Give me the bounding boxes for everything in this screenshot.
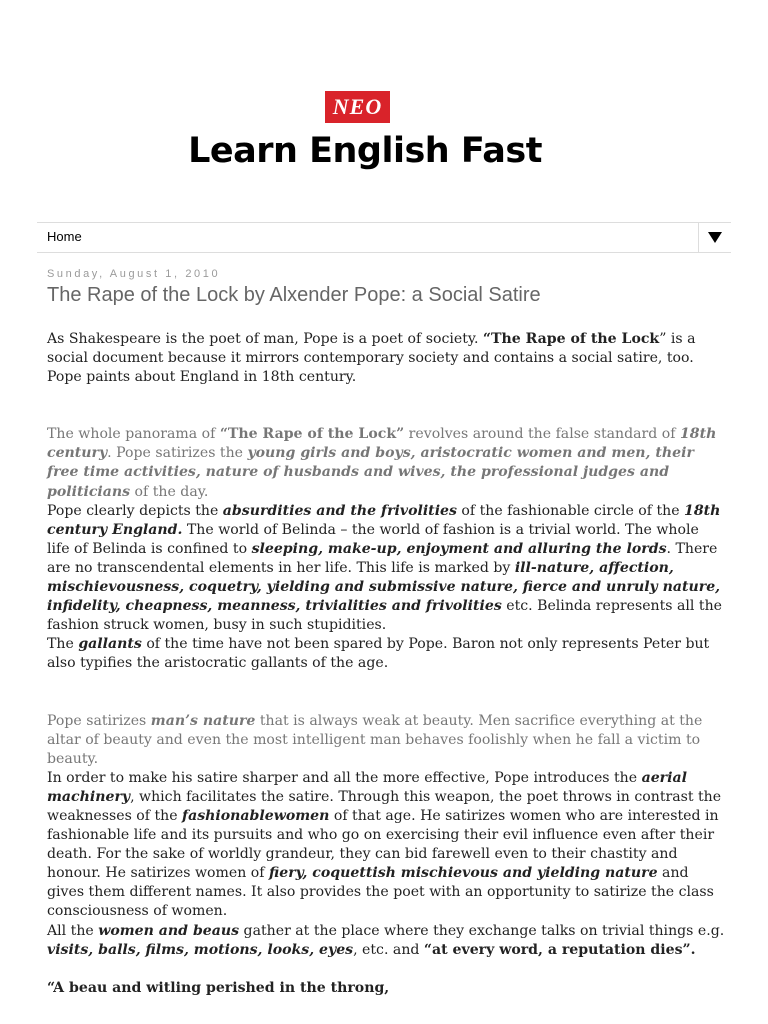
bold-text: “The Rape of the Lock” xyxy=(219,426,405,443)
text: Pope satirizes xyxy=(47,712,151,729)
bold-italic-text: gallants xyxy=(78,636,142,653)
bold-text: “A beau and witling perished in the throng, xyxy=(47,979,390,996)
bold-text: “at every word, a reputation dies”. xyxy=(423,941,696,958)
text: , which facilitates the satire. Through this weapon, the poet throws in contrast the weaknesses of the xyxy=(47,788,722,824)
text: The world of Belinda – the world of fashion is a trivial world. The whole life of Belinda is confined to xyxy=(47,521,699,557)
text: revolves around the false standard of xyxy=(404,426,680,443)
paragraph-gallants xyxy=(47,635,725,673)
bold-italic-text: aerial machinery xyxy=(47,769,687,805)
paragraph-mans-nature xyxy=(47,712,725,769)
text: The whole panorama of xyxy=(47,426,220,443)
text: of the time have not been spared by Pope. Baron not only represents Peter but also typifies the aristocratic gallants of the age. xyxy=(47,636,710,672)
bold-italic-text: visits, balls, films, motions, looks, eyes xyxy=(47,941,354,958)
bold-italic-text: sleeping, make-up, enjoyment and alluring the lords xyxy=(251,540,667,557)
post-date: Sunday, August 1, 2010 xyxy=(47,268,221,280)
text: . Pope satirizes the xyxy=(107,445,248,462)
nav-home-link[interactable]: Home xyxy=(47,229,82,244)
bold-italic-text: women and beaus xyxy=(98,922,240,939)
bold-italic-text: young girls and boys, aristocratic women and men, their free time activities, nature of husbands and wives, the professional judges and politicians xyxy=(47,445,694,500)
text: of the fashionable circle of the xyxy=(456,502,685,519)
site-title[interactable]: Learn English Fast xyxy=(188,131,542,171)
text: etc. Belinda represents all the fashion struck women, busy in such stupidities. xyxy=(47,598,722,634)
paragraph-women-beaus xyxy=(47,922,725,960)
paragraph-belinda xyxy=(47,502,725,636)
text: of the day. xyxy=(130,483,209,500)
nav-menu-toggle[interactable] xyxy=(698,223,731,252)
text: and gives them different names. It also provides the poet with an opportunity to satirize the class consciousness of women. xyxy=(47,865,714,920)
logo-text: NEO xyxy=(332,94,383,119)
bold-italic-text: 18th century xyxy=(47,426,717,462)
bold-italic-text: man’s nature xyxy=(150,712,256,729)
nav-bar xyxy=(37,222,731,253)
post-title[interactable]: The Rape of the Lock by Alxender Pope: a Social Satire xyxy=(47,284,541,306)
post-body xyxy=(47,330,725,998)
blog-header xyxy=(0,0,768,222)
text: , etc. and xyxy=(353,941,424,958)
paragraph-quote xyxy=(47,979,725,998)
text: . There are no transcendental elements in her life. This life is marked by xyxy=(47,540,718,576)
bold-italic-text: fashionablewomen xyxy=(182,807,330,824)
text: As Shakespeare is the poet of man, Pope is a poet of society. xyxy=(47,331,483,347)
bold-text: “The Rape of the Lock xyxy=(482,331,660,347)
paragraph-intro xyxy=(47,330,725,387)
text: of that age. He satirizes women who are interested in fashionable life and its pursuits and who go on exercising their evil influence even after their death. For the sake of worldly grandeur, they can bid farewell even to their chastity and honour. He satirizes women of xyxy=(47,807,719,882)
text: All the xyxy=(47,922,99,939)
bold-italic-text: absurdities and the frivolities xyxy=(222,502,457,519)
text: The xyxy=(47,636,79,653)
neo-logo[interactable] xyxy=(325,91,390,123)
text: that is always weak at beauty. Men sacrifice everything at the altar of beauty and even the most intelligent man behaves foolishly when he fall a victim to beauty. xyxy=(47,712,703,767)
bold-italic-text: 18th century England. xyxy=(47,502,721,538)
text: In order to make his satire sharper and all the more effective, Pope introduces the xyxy=(47,769,642,786)
paragraph-aerial-machinery xyxy=(47,769,725,922)
text: Pope clearly depicts the xyxy=(47,502,223,519)
bold-italic-text: fiery, coquettish mischievous and yielding nature xyxy=(268,865,658,882)
triangle-down-icon xyxy=(708,232,722,244)
text: gather at the place where they exchange talks on trivial things e.g. xyxy=(239,922,725,939)
text: ” is a social document because it mirrors contemporary society and contains a social satire, too. Pope paints about England in 18th century. xyxy=(47,331,696,386)
bold-italic-text: ill-nature, affection, mischievousness, coquetry, yielding and submissive nature, fierce and unruly nature, infidelity, cheapness, meanness, trivialities and frivolities xyxy=(47,559,721,615)
paragraph-panorama xyxy=(47,425,725,501)
